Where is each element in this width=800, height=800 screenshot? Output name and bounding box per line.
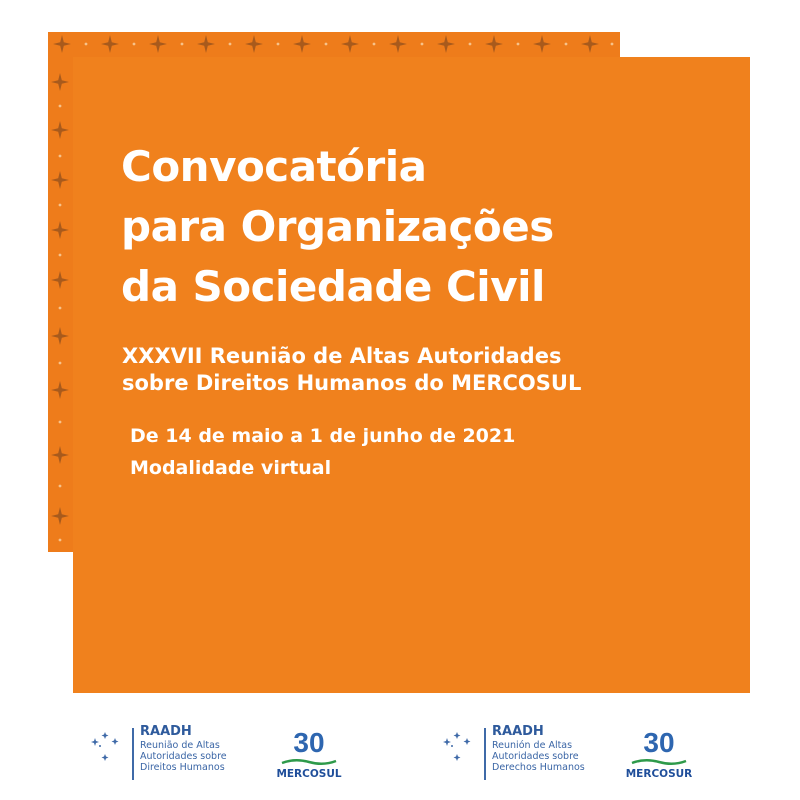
mercosul-30-logo (274, 728, 344, 784)
event-info (130, 420, 515, 484)
raadh-logo-es (442, 724, 612, 784)
poster-title (121, 137, 554, 317)
event-modality: Modalidade virtual (130, 457, 332, 479)
logo-divider (484, 728, 486, 780)
logo-line: Derechos Humanos (492, 762, 585, 773)
logo-text (140, 724, 227, 773)
stars-icon (90, 728, 124, 768)
logo-acronym: RAADH (492, 724, 544, 739)
logo-acronym: RAADH (140, 724, 192, 739)
logo-divider (132, 728, 134, 780)
anniversary-number: 30 (293, 727, 325, 758)
raadh-logo-pt (90, 724, 260, 784)
subtitle-line: sobre Direitos Humanos do MERCOSUL (122, 371, 582, 395)
stars-icon (442, 728, 476, 768)
title-line: para Organizações (121, 202, 554, 251)
logo-line: Reunión de Altas (492, 740, 573, 751)
mercosur-30-logo (624, 728, 694, 784)
bloc-name: MERCOSUL (276, 768, 342, 780)
logo-text (492, 724, 585, 773)
event-dates: De 14 de maio a 1 de junho de 2021 (130, 425, 516, 447)
title-line: da Sociedade Civil (121, 262, 545, 311)
anniversary-number: 30 (643, 727, 675, 758)
subtitle-line: XXXVII Reunião de Altas Autoridades (122, 344, 562, 368)
title-line: Convocatória (121, 142, 427, 191)
logo-line: Reunião de Altas (140, 740, 220, 751)
logo-line: Autoridades sobre (492, 751, 579, 762)
wave-icon (280, 758, 338, 766)
wave-icon (630, 758, 688, 766)
logo-line: Direitos Humanos (140, 762, 225, 773)
bloc-name: MERCOSUR (625, 768, 693, 780)
logo-line: Autoridades sobre (140, 751, 227, 762)
poster-subtitle (122, 343, 581, 397)
